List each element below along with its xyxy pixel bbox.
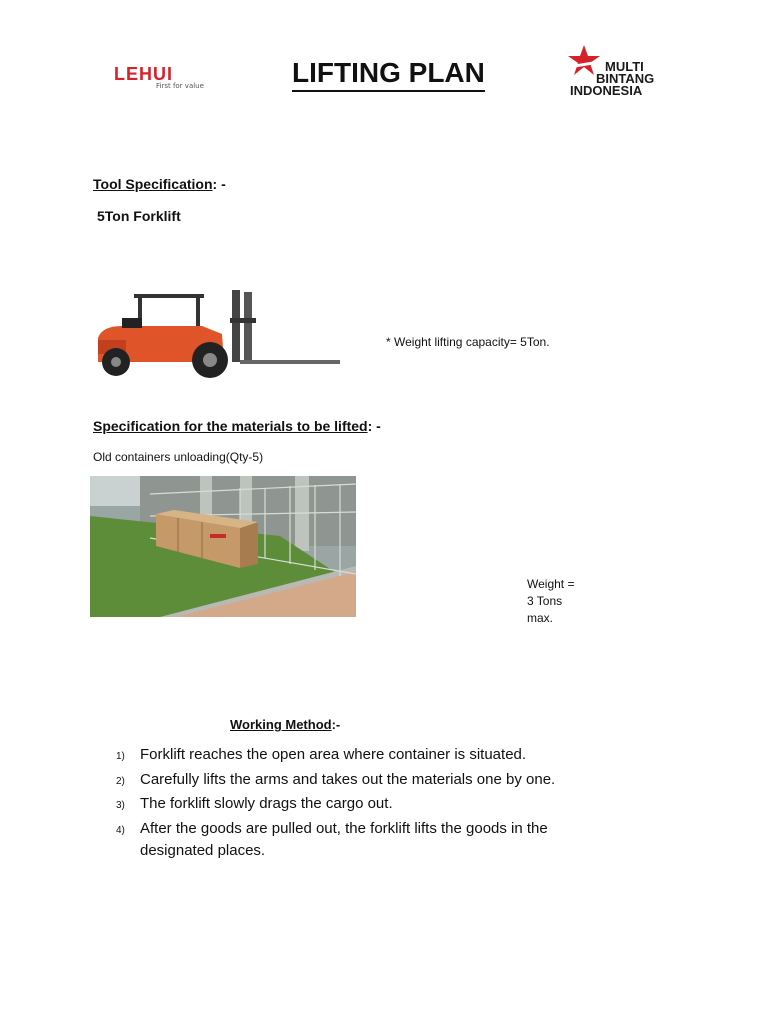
step-number: 1) — [116, 751, 125, 762]
working-method-list — [116, 744, 636, 863]
logo-word-bintang: BINTANG — [596, 71, 655, 86]
weight-line-2: 3 Tons — [527, 594, 563, 608]
lehui-logo — [100, 50, 235, 100]
step-text: After the goods are pulled out, the forklift lifts the goods in the designated places. — [140, 819, 548, 859]
working-method-heading-text: Working Method — [230, 717, 332, 732]
step-text: Forklift reaches the open area where container is situated. — [140, 746, 527, 763]
lehui-logo-tagline: First for value — [156, 82, 204, 90]
list-item — [116, 793, 636, 818]
step-text: The forklift slowly drags the cargo out. — [140, 795, 393, 812]
working-method-heading-suffix: :- — [331, 717, 341, 732]
list-item — [116, 744, 636, 769]
page-title: LIFTING PLAN — [292, 56, 485, 92]
tool-spec-heading-text: Tool Specification — [93, 176, 213, 192]
logo-word-multi: MULTI — [605, 59, 644, 74]
containers-photo — [90, 476, 356, 617]
step-number: 4) — [116, 824, 125, 836]
working-method-heading — [230, 717, 340, 732]
capacity-note: * Weight lifting capacity= 5Ton. — [386, 335, 550, 349]
materials-spec-heading-text: Specification for the materials to be lifted — [93, 418, 368, 434]
step-number: 3) — [116, 800, 125, 811]
tool-name: 5Ton Forklift — [97, 208, 181, 224]
tool-spec-heading-suffix: : - — [212, 176, 226, 192]
materials-description: Old containers unloading(Qty-5) — [93, 450, 264, 464]
step-text: Carefully lifts the arms and takes out the materials one by one. — [140, 770, 556, 788]
materials-weight — [527, 576, 597, 627]
multi-bintang-logo — [560, 44, 680, 104]
forklift-illustration — [92, 278, 344, 388]
materials-spec-heading-suffix: : - — [367, 418, 381, 434]
step-number: 2) — [116, 775, 125, 787]
weight-line-3: max. — [527, 611, 554, 625]
list-item — [116, 769, 636, 794]
forklift-image — [92, 278, 344, 388]
materials-spec-heading — [93, 418, 381, 434]
list-item — [116, 818, 636, 863]
lehui-logo-text: LEHUI — [114, 64, 173, 84]
weight-line-1: Weight = — [527, 577, 575, 591]
containers-illustration — [90, 476, 356, 617]
tool-spec-heading — [93, 176, 226, 192]
logo-word-indonesia: INDONESIA — [570, 83, 643, 98]
